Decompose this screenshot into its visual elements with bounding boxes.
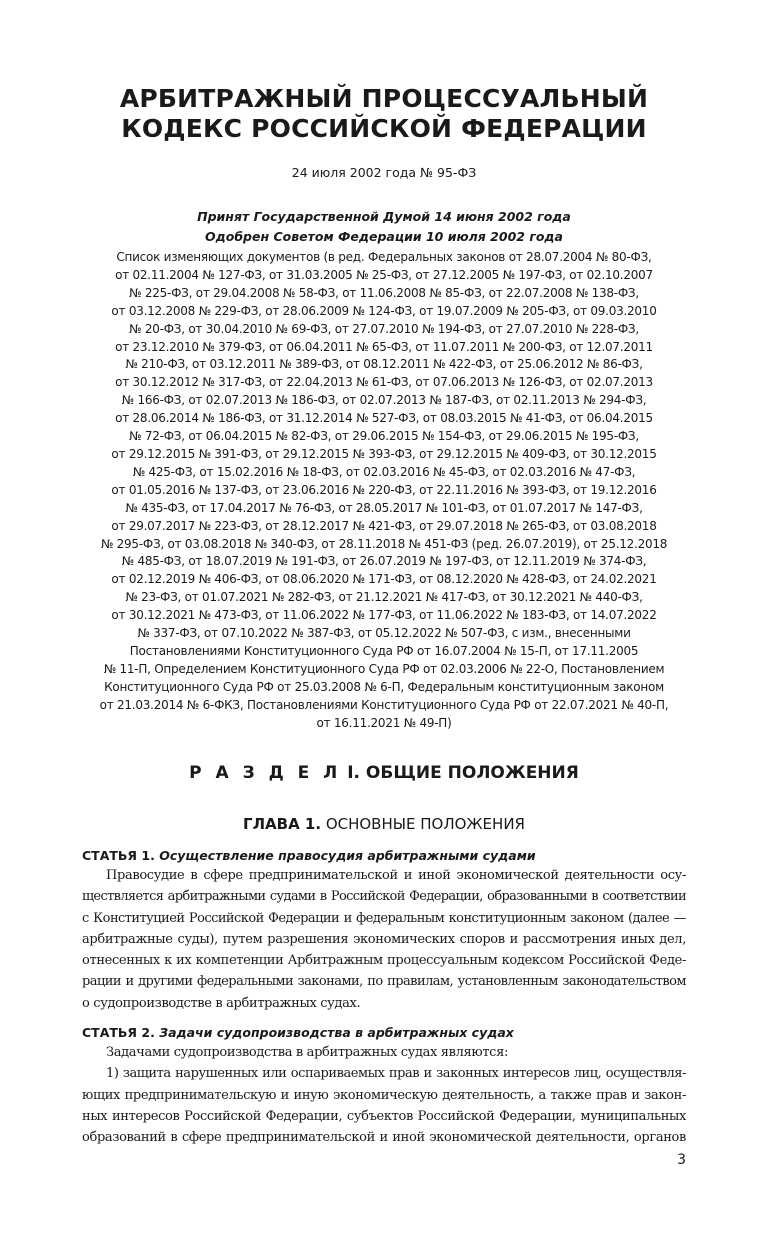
text-line: образований в сфере предпринимательской и иной экономической деятельности, органов bbox=[82, 1130, 686, 1146]
amendments-line: от 01.05.2016 № 137-ФЗ, от 23.06.2016 № 220-ФЗ, от 22.11.2016 № 393-ФЗ, от 19.12.2016 bbox=[111, 482, 657, 497]
text-line: ществляется арбитражными судами в Российской Федерации, образованными в соответствии bbox=[82, 889, 686, 905]
text-line: Правосудие в сфере предпринимательской и иной экономической деятельности осу- bbox=[106, 868, 686, 883]
text-line: арбитражные суды), путем разрешения экономических споров и рассмотрения иных дел, bbox=[82, 931, 686, 947]
text-line: отнесенных к их компетенции Арбитражным процессуальным кодексом Российской Феде- bbox=[82, 953, 686, 969]
article-1-number: СТАТЬЯ 1. bbox=[82, 848, 155, 863]
section-label: Р А З Д Е Л bbox=[189, 763, 342, 783]
amendments-line: № 225-ФЗ, от 29.04.2008 № 58-ФЗ, от 11.06.2008 № 85-ФЗ, от 22.07.2008 № 138-ФЗ, bbox=[129, 285, 639, 300]
amendments-line: от 16.11.2021 № 49-П) bbox=[316, 715, 452, 730]
chapter-title: ОСНОВНЫЕ ПОЛОЖЕНИЯ bbox=[321, 815, 525, 833]
amendments-line: № 435-ФЗ, от 17.04.2017 № 76-ФЗ, от 28.05.2017 № 101-ФЗ, от 01.07.2017 № 147-ФЗ, bbox=[125, 500, 643, 515]
article-2-number: СТАТЬЯ 2. bbox=[82, 1025, 155, 1040]
text-line: ных интересов Российской Федерации, субъектов Российской Федерации, муниципальных bbox=[82, 1108, 686, 1124]
amendments-line: Конституционного Суда РФ от 25.03.2008 № 6-П, Федеральным конституционным законом bbox=[104, 679, 664, 694]
amendments-line: № 11-П, Определением Конституционного Суда РФ от 02.03.2006 № 22-О, Постановлением bbox=[103, 661, 665, 676]
section-heading bbox=[0, 763, 768, 783]
title-line-1: АРБИТРАЖНЫЙ ПРОЦЕССУАЛЬНЫЙ bbox=[119, 84, 649, 113]
title-line-2: КОДЕКС РОССИЙСКОЙ ФЕДЕРАЦИИ bbox=[121, 114, 647, 143]
article-1-title: Осуществление правосудия арбитражными судами bbox=[154, 848, 536, 863]
adoption-info bbox=[0, 207, 768, 247]
page-number: 3 bbox=[677, 1152, 686, 1168]
amendments-line: № 485-ФЗ, от 18.07.2019 № 191-ФЗ, от 26.07.2019 № 197-ФЗ, от 12.11.2019 № 374-ФЗ, bbox=[121, 554, 647, 569]
article-1-text bbox=[82, 865, 686, 1014]
amendments-line: от 30.12.2012 № 317-ФЗ, от 22.04.2013 № 61-ФЗ, от 07.06.2013 № 126-ФЗ, от 02.07.2013 bbox=[115, 375, 653, 390]
document-date: 24 июля 2002 года № 95-ФЗ bbox=[291, 165, 477, 180]
text-line: о судопроизводстве в арбитражных судах. bbox=[82, 995, 361, 1011]
amendments-line: от 03.12.2008 № 229-ФЗ, от 28.06.2009 № 124-ФЗ, от 19.07.2009 № 205-ФЗ, от 09.03.2010 bbox=[111, 303, 657, 318]
amendments-line: № 166-ФЗ, от 02.07.2013 № 186-ФЗ, от 02.07.2013 № 187-ФЗ, от 02.11.2013 № 294-ФЗ, bbox=[121, 393, 647, 408]
amendments-line: № 23-ФЗ, от 01.07.2021 № 282-ФЗ, от 21.12.2021 № 417-ФЗ, от 30.12.2021 № 440-ФЗ, bbox=[125, 590, 643, 605]
article-1-heading bbox=[82, 848, 686, 863]
text-line: Задачами судопроизводства в арбитражных судах являются: bbox=[106, 1045, 508, 1060]
adopted-duma: Принят Государственной Думой 14 июня 2002 года bbox=[197, 209, 571, 224]
amendments-line: Постановлениями Конституционного Суда РФ от 16.07.2004 № 15-П, от 17.11.2005 bbox=[129, 643, 639, 658]
amendments-line: от 21.03.2014 № 6-ФКЗ, Постановлениями Конституционного Суда РФ от 22.07.2021 № 40-П, bbox=[99, 697, 669, 712]
amendments-line: от 29.12.2015 № 391-ФЗ, от 29.12.2015 № 393-ФЗ, от 29.12.2015 № 409-ФЗ, от 30.12.2015 bbox=[111, 446, 657, 461]
article-2-title: Задачи судопроизводства в арбитражных судах bbox=[154, 1025, 514, 1040]
amendments-line: № 337-ФЗ, от 07.10.2022 № 387-ФЗ, от 05.12.2022 № 507-ФЗ, с изм., внесенными bbox=[137, 626, 631, 641]
document-title bbox=[0, 84, 768, 144]
amendments-line: Список изменяющих документов (в ред. Федеральных законов от 28.07.2004 № 80-ФЗ, bbox=[116, 250, 652, 264]
chapter-label: ГЛАВА 1. bbox=[243, 815, 322, 833]
article-2-heading bbox=[82, 1025, 686, 1040]
amendments-line: № 295-ФЗ, от 03.08.2018 № 340-ФЗ, от 28.11.2018 № 451-ФЗ (ред. 26.07.2019), от 25.12.2018 bbox=[100, 536, 668, 551]
amendments-line: от 29.07.2017 № 223-ФЗ, от 28.12.2017 № 421-ФЗ, от 29.07.2018 № 265-ФЗ, от 03.08.2018 bbox=[111, 518, 657, 533]
amendments-line: от 23.12.2010 № 379-ФЗ, от 06.04.2011 № 65-ФЗ, от 11.07.2011 № 200-ФЗ, от 12.07.2011 bbox=[115, 339, 653, 354]
amendments-line: № 425-ФЗ, от 15.02.2016 № 18-ФЗ, от 02.03.2016 № 45-ФЗ, от 02.03.2016 № 47-ФЗ, bbox=[132, 464, 636, 479]
chapter-heading bbox=[0, 815, 768, 833]
amendments-line: № 20-ФЗ, от 30.04.2010 № 69-ФЗ, от 27.07.2010 № 194-ФЗ, от 27.07.2010 № 228-ФЗ, bbox=[129, 321, 639, 336]
amendments-line: от 02.11.2004 № 127-ФЗ, от 31.03.2005 № 25-ФЗ, от 27.12.2005 № 197-ФЗ, от 02.10.2007 bbox=[115, 267, 653, 282]
amendments-line: № 210-ФЗ, от 03.12.2011 № 389-ФЗ, от 08.12.2011 № 422-ФЗ, от 25.06.2012 № 86-ФЗ, bbox=[125, 357, 643, 372]
amendments-line: от 30.12.2021 № 473-ФЗ, от 11.06.2022 № 177-ФЗ, от 11.06.2022 № 183-ФЗ, от 14.07.2022 bbox=[111, 608, 657, 623]
text-line: рации и другими федеральными законами, по правилам, установленным законодательством bbox=[82, 974, 686, 990]
amendments-list bbox=[82, 249, 686, 732]
section-title: I. ОБЩИЕ ПОЛОЖЕНИЯ bbox=[341, 763, 579, 783]
amendments-line: № 72-ФЗ, от 06.04.2015 № 82-ФЗ, от 29.06.2015 № 154-ФЗ, от 29.06.2015 № 195-ФЗ, bbox=[129, 429, 639, 444]
text-line: с Конституцией Российской Федерации и федеральным конституционным законом (далее — bbox=[82, 910, 686, 926]
amendments-line: от 28.06.2014 № 186-ФЗ, от 31.12.2014 № 527-ФЗ, от 08.03.2015 № 41-ФЗ, от 06.04.2015 bbox=[115, 411, 653, 426]
amendments-line: от 02.12.2019 № 406-ФЗ, от 08.06.2020 № 171-ФЗ, от 08.12.2020 № 428-ФЗ, от 24.02.2021 bbox=[111, 572, 657, 587]
article-2-text bbox=[82, 1042, 686, 1148]
text-line: 1) защита нарушенных или оспариваемых прав и законных интересов лиц, осуществля- bbox=[106, 1066, 686, 1082]
text-line: ющих предпринимательскую и иную экономическую деятельность, а также прав и закон- bbox=[82, 1087, 686, 1103]
approved-federation-council: Одобрен Советом Федерации 10 июля 2002 года bbox=[205, 229, 563, 244]
